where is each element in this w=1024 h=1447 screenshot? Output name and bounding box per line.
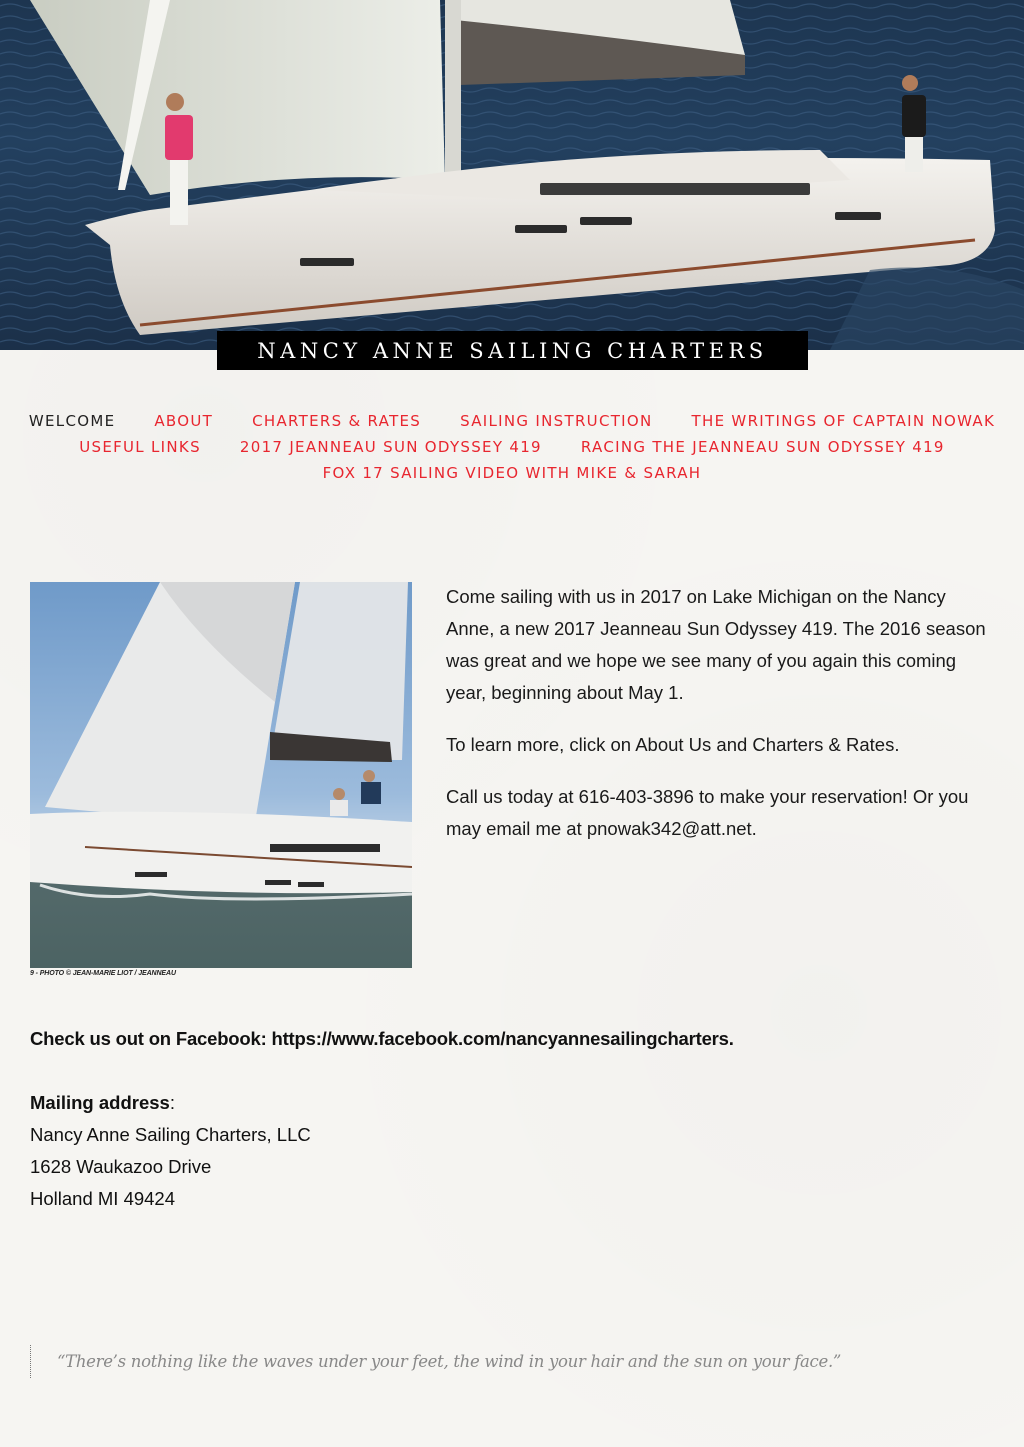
nav-item-about[interactable]: ABOUT	[154, 412, 214, 430]
intro-text	[446, 581, 991, 865]
nav-item-welcome[interactable]: WELCOME	[28, 412, 116, 430]
nav-row-1	[0, 408, 1024, 434]
address-line-2: 1628 Waukazoo Drive	[30, 1156, 212, 1177]
address-line-1: Nancy Anne Sailing Charters, LLC	[30, 1124, 311, 1145]
nav-row-2	[0, 434, 1024, 460]
site-title-bar	[217, 331, 808, 370]
nav-item-jeanneau-sun-odyssey[interactable]: 2017 JEANNEAU SUN ODYSSEY 419	[239, 438, 542, 456]
hero-banner	[0, 0, 1024, 350]
facebook-line	[30, 1028, 734, 1050]
mailing-address	[30, 1087, 311, 1215]
address-label: Mailing address	[30, 1092, 170, 1113]
nav-item-useful-links[interactable]: USEFUL LINKS	[79, 438, 201, 456]
intro-paragraph-2: To learn more, click on About Us and Charters & Rates.	[446, 734, 900, 755]
sailboat-photo	[30, 582, 412, 968]
facebook-suffix: .	[728, 1028, 734, 1049]
main-navigation	[0, 408, 1024, 486]
address-label-line	[30, 1087, 311, 1119]
site-title: NANCY ANNE SAILING CHARTERS	[257, 338, 768, 363]
intro-paragraph-1: Come sailing with us in 2017 on Lake Michigan on the Nancy Anne, a new 2017 Jeanneau Sun Odyssey 419. The 2016 season was great and we hope we see many of you again this coming year, beginning about May 1.	[446, 586, 986, 703]
address-line-3: Holland MI 49424	[30, 1188, 176, 1209]
facebook-link[interactable]: https://www.facebook.com/nancyannesailingcharters	[271, 1028, 729, 1049]
nav-item-charters-rates[interactable]: CHARTERS & RATES	[252, 412, 422, 430]
sailboat-hero-photo	[0, 0, 1024, 350]
nav-item-racing-jeanneau[interactable]: RACING THE JEANNEAU SUN ODYSSEY 419	[580, 438, 945, 456]
intro-paragraph-3: Call us today at 616-403-3896 to make your reservation! Or you may email me at pnowak342@att.net.	[446, 786, 969, 839]
nav-item-sailing-instruction[interactable]: SAILING INSTRUCTION	[460, 412, 653, 430]
footer-quote	[30, 1345, 841, 1378]
boat-photo-block	[30, 582, 412, 977]
address-label-colon: :	[169, 1092, 175, 1113]
facebook-prefix: Check us out on Facebook:	[30, 1028, 272, 1049]
nav-row-3	[0, 460, 1024, 486]
photo-caption: 9 - PHOTO © JEAN-MARIE LIOT / JEANNEAU	[30, 970, 176, 977]
quote-text: “There’s nothing like the waves under your feet, the wind in your hair and the sun on your face.”	[57, 1352, 842, 1371]
nav-item-fox17-video[interactable]: FOX 17 SAILING VIDEO WITH MIKE & SARAH	[322, 464, 702, 482]
nav-item-writings-captain-nowak[interactable]: THE WRITINGS OF CAPTAIN NOWAK	[691, 412, 996, 430]
